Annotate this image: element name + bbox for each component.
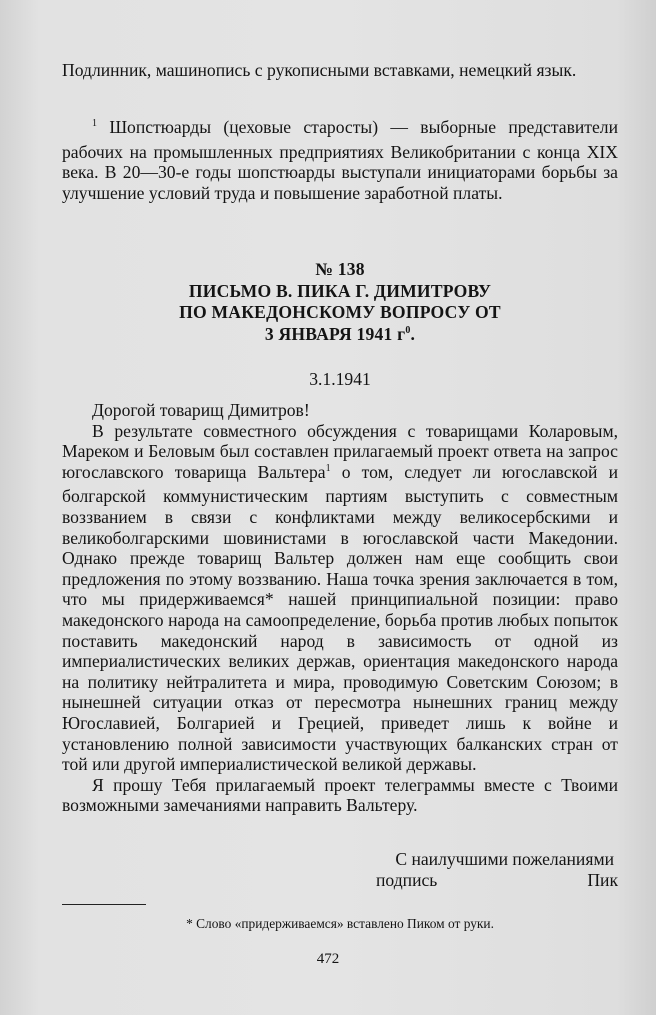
letter-body <box>62 400 618 816</box>
signature-label: подпись <box>376 870 438 890</box>
letter-paragraph-1: В результате совместного обсуждения с товарищами Коларовым, Мареком и Беловым был составлен прилагаемый проект ответа на запрос югославского товарища Вальтера$^1$ о том, следует ли югославской и болгарской коммунистическим партиям выступить с совместным воззванием в связи с конфликтами между великосербскими и великоболгарскими шовинистами в югославской части Македонии. Однако прежде товарищ Вальтер должен нам еще сообщить свои предложения по этому воззванию. Наша точка зрения заключается в том, что мы придерживаемся* нашей принципиальной позиции: право македонского народа на самоопределение, борьба против любых попыток поставить македонский народ в зависимость от одной из империалистических великих держав, ориентация македонского народа на политику нейтралитета и мира, проводимую Советским Союзом; в нынешней ситуации отказ от пересмотра нынешних границ между Югославией, Болгарией и Грецией, приведет лишь к войне и установлению полной зависимости участвующих балканских стран от той или другой империалистической великой державы. <box>62 420 618 775</box>
document-date: 3.1.1941 <box>309 369 371 389</box>
footnote-divider <box>62 904 146 905</box>
page-number: 472 <box>316 951 340 967</box>
salutation: Дорогой товарищ Димитров! <box>92 400 310 420</box>
closing-phrase: С наилучшими пожеланиями <box>395 849 614 869</box>
document-number: № 138 <box>315 259 365 279</box>
signature-line <box>376 870 618 891</box>
document-title-line-2: ПО МАКЕДОНСКОМУ ВОПРОСУ ОТ <box>179 302 501 322</box>
letter-paragraph-2: Я прошу Тебя прилагаемый проект телеграммы вместе с Твоими возможными замечаниями направить Вальтеру. <box>62 774 618 816</box>
document-title-line-1: ПИСЬМО В. ПИКА Г. ДИМИТРОВУ <box>188 280 492 301</box>
footnote-ref-1: 1 <box>325 462 331 474</box>
document-heading <box>62 259 618 348</box>
document-title-mark: 0 <box>405 324 411 336</box>
footnote-star: * Слово «придерживаемся» вставлено Пиком от руки. <box>186 916 494 931</box>
source-note-text: Подлинник, машинопись с рукописными вставками, немецкий язык. <box>62 60 577 80</box>
document-title-end: . <box>410 323 416 344</box>
signature-name: Пик <box>587 870 618 890</box>
source-note <box>62 60 618 81</box>
footnote-1-marker: 1 <box>92 118 97 129</box>
footnote-1 <box>62 117 618 203</box>
footnote-1-text: Шопстюарды (цеховые старосты) — выборные представители рабочих на промышленных предприятиях Великобритании с конца XIX века. В 20—30-е годы шопстюарды выступали инициаторами борьбы за улучшение условий труда и повышение заработной платы. <box>62 117 618 203</box>
document-title-line-3: 3 ЯНВАРЯ 1941 г <box>264 323 406 344</box>
